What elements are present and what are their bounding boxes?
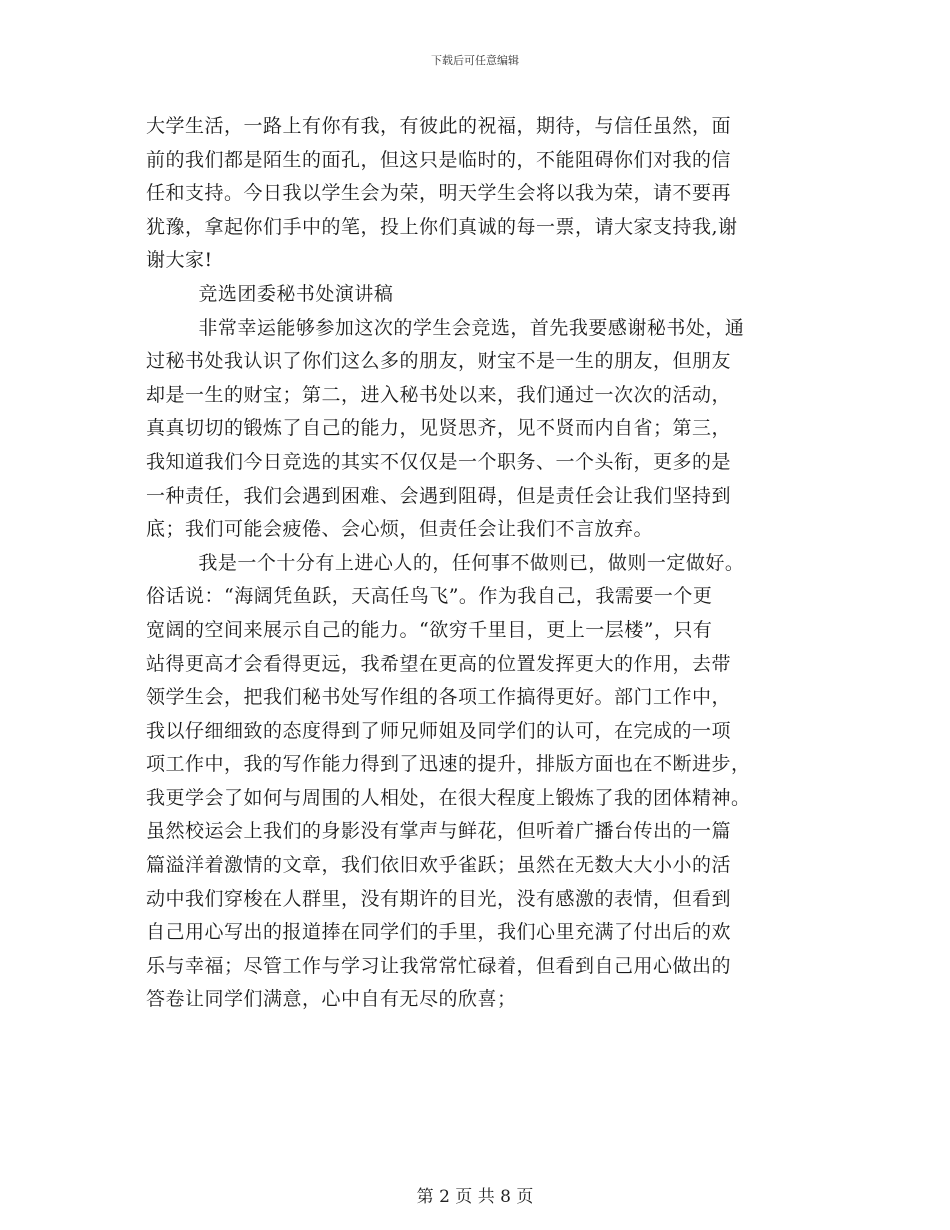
text-line: 真真切切的锻炼了自己的能力，见贤思齐，见不贤而内自省；第三， <box>146 417 732 440</box>
text-line: 前的我们都是陌生的面孔，但这只是临时的，不能阻碍你们对我的信 <box>146 148 732 171</box>
text-line: 任和支持。今日我以学生会为荣，明天学生会将以我为荣，请不要再 <box>146 182 732 205</box>
text-line: 自己用心写出的报道捧在同学们的手里，我们心里充满了付出后的欢 <box>146 921 732 944</box>
page-header: 下载后可任意编辑 <box>431 54 519 67</box>
text-line: 俗话说：“海阔凭鱼跃，天高任鸟飞”。作为我自己，我需要一个更 <box>146 585 713 608</box>
text-line: 答卷让同学们满意，心中自有无尽的欣喜； <box>146 988 517 1011</box>
text-line: 我知道我们今日竞选的其实不仅仅是一个职务、一个头衔，更多的是 <box>146 450 732 473</box>
text-line: 动中我们穿梭在人群里，没有期许的目光，没有感激的表情，但看到 <box>146 887 732 910</box>
text-line: 虽然校运会上我们的身影没有掌声与鲜花，但听着广播台传出的一篇 <box>146 820 732 843</box>
text-line: 犹豫，拿起你们手中的笔，投上你们真诚的每一票，请大家支持我,谢 <box>146 215 738 238</box>
text-line: 谢大家! <box>146 249 213 272</box>
text-line: 我以仔细细致的态度得到了师兄师姐及同学们的认可，在完成的一项 <box>146 719 732 742</box>
text-line: 底；我们可能会疲倦、会心烦，但责任会让我们不言放弃。 <box>146 518 654 541</box>
text-line: 宽阔的空间来展示自己的能力。“欲穷千里目，更上一层楼”，只有 <box>146 618 713 641</box>
text-line: 我是一个十分有上进心人的，任何事不做则已，做则一定做好。 <box>146 551 745 574</box>
text-line: 过秘书处我认识了你们这么多的朋友，财宝不是一生的朋友，但朋友 <box>146 350 732 373</box>
text-line: 篇溢洋着激情的文章，我们依旧欢乎雀跃；虽然在无数大大小小的活 <box>146 854 732 877</box>
text-line: 非常幸运能够参加这次的学生会竞选，首先我要感谢秘书处，通 <box>146 316 745 339</box>
text-line: 站得更高才会看得更远，我希望在更高的位置发挥更大的作用，去带 <box>146 652 732 675</box>
text-line: 我更学会了如何与周围的人相处，在很大程度上锻炼了我的团体精神。 <box>146 786 751 809</box>
text-line: 一种责任，我们会遇到困难、会遇到阻碍，但是责任会让我们坚持到 <box>146 484 732 507</box>
text-line: 乐与幸福；尽管工作与学习让我常常忙碌着，但看到自己用心做出的 <box>146 954 732 977</box>
text-line: 项工作中，我的写作能力得到了迅速的提升，排版方面也在不断进步， <box>146 753 751 776</box>
text-line: 却是一生的财宝；第二，进入秘书处以来，我们通过一次次的活动， <box>146 383 732 406</box>
document-body <box>146 110 806 1017</box>
text-line: 竞选团委秘书处演讲稿 <box>146 282 394 305</box>
page-number: 第 2 页 共 8 页 <box>416 1187 534 1207</box>
text-line: 大学生活，一路上有你有我，有彼此的祝福，期待，与信任虽然，面 <box>146 115 732 137</box>
text-line: 领学生会，把我们秘书处写作组的各项工作搞得更好。部门工作中， <box>146 686 732 709</box>
